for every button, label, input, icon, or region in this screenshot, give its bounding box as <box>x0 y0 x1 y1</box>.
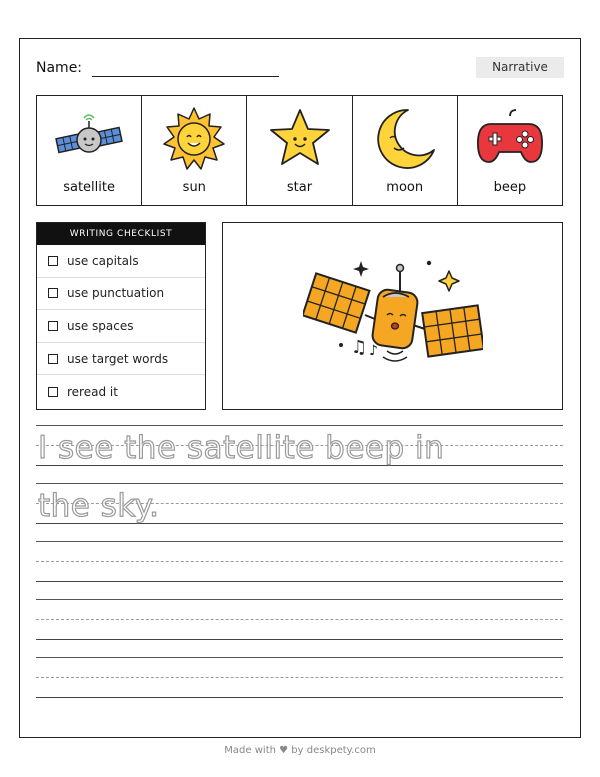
name-input-line[interactable] <box>92 76 279 77</box>
checklist-item-label: use punctuation <box>67 286 165 301</box>
vocab-word: beep <box>493 180 527 195</box>
checklist-item[interactable] <box>37 278 205 311</box>
star-icon <box>267 106 333 172</box>
writing-line[interactable] <box>36 599 563 657</box>
svg-text:♪: ♪ <box>369 343 378 359</box>
vocabulary-strip <box>36 95 563 206</box>
checkbox[interactable] <box>48 387 58 397</box>
handwriting-area[interactable] <box>36 425 563 715</box>
vocab-word: moon <box>386 180 424 195</box>
vocab-word: star <box>286 180 313 195</box>
story-picture <box>222 222 563 410</box>
vocab-word: sun <box>182 180 206 195</box>
checkbox[interactable] <box>48 256 58 266</box>
vocab-card-satellite <box>37 96 142 205</box>
footer <box>0 745 600 756</box>
writing-line[interactable] <box>36 541 563 599</box>
moon-icon <box>372 106 438 172</box>
checkbox[interactable] <box>48 288 58 298</box>
sun-icon <box>161 106 227 172</box>
checklist-item-label: use spaces <box>67 318 134 333</box>
vocab-card-moon <box>353 96 458 205</box>
vocab-card-star <box>247 96 352 205</box>
checklist-item-label: use target words <box>67 351 169 366</box>
writing-line[interactable] <box>36 657 563 715</box>
checkbox[interactable] <box>48 354 58 364</box>
name-label: Name: <box>36 60 83 76</box>
checklist-title: WRITING CHECKLIST <box>37 223 205 245</box>
checklist-item[interactable] <box>37 310 205 343</box>
heart-icon: ♥ <box>279 745 289 756</box>
checklist-item[interactable] <box>37 343 205 376</box>
footer-by: by deskpety.com <box>291 745 376 756</box>
vocab-card-sun <box>142 96 247 205</box>
tracing-line[interactable] <box>36 483 563 541</box>
checkbox[interactable] <box>48 321 58 331</box>
tracing-text: I see the satellite beep in <box>38 430 445 466</box>
checklist-item[interactable] <box>37 245 205 278</box>
tracing-text: the sky. <box>38 488 160 524</box>
vocab-word: satellite <box>63 180 115 195</box>
satellite-icon <box>53 106 125 170</box>
genre-badge: Narrative <box>476 57 564 78</box>
checklist-item-label: use capitals <box>67 253 139 268</box>
checklist-item-label: reread it <box>67 384 118 399</box>
satellite-illustration <box>303 253 483 383</box>
footer-made-with: Made with <box>224 745 276 756</box>
vocab-card-beep <box>458 96 562 205</box>
tracing-line[interactable] <box>36 425 563 483</box>
writing-checklist <box>36 222 206 410</box>
game-controller-icon <box>475 106 545 172</box>
svg-text:♫: ♫ <box>351 337 368 358</box>
checklist-item[interactable] <box>37 375 205 408</box>
